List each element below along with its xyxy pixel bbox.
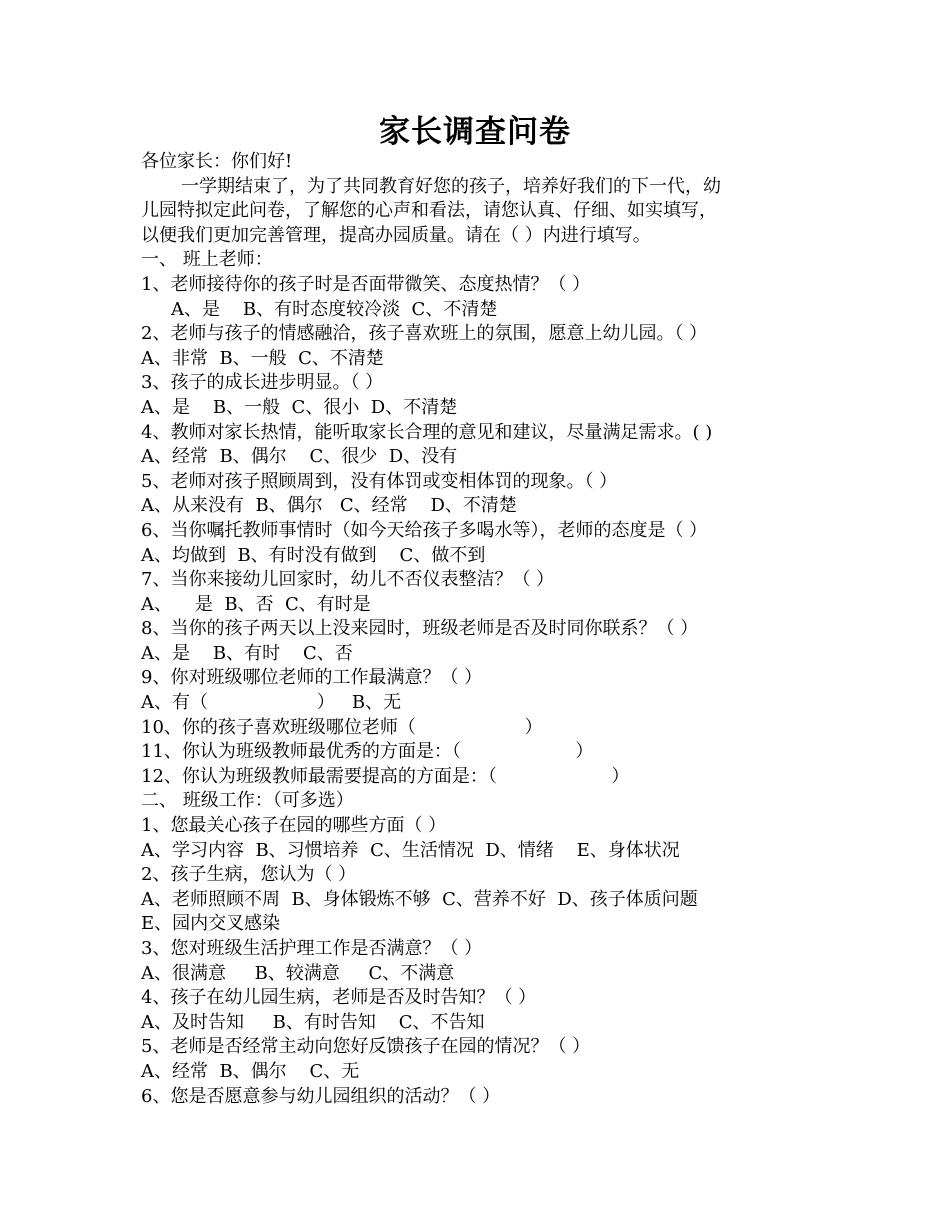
question: 2、老师与孩子的情感融洽，孩子喜欢班上的氛围，愿意上幼儿园。（ ） xyxy=(141,323,708,345)
question: 12、你认为班级教师最需要提高的方面是：（ ） xyxy=(141,765,630,787)
answer-options: A、 是 B、否 C、有时是 xyxy=(141,593,371,615)
answer-options: A、经常 B、偶尔 C、无 xyxy=(141,1060,360,1082)
question: 7、当你来接幼儿回家时，幼儿不否仪表整洁？（ ） xyxy=(141,569,555,591)
document-body xyxy=(141,150,821,1109)
question: 4、教师对家长热情，能听取家长合理的意见和建议，尽量满足需求。( ) xyxy=(141,421,713,443)
question: 1、老师接待你的孩子时是否面带微笑、态度热情？（ ） xyxy=(141,273,591,295)
greeting: 各位家长：你们好! xyxy=(141,151,293,172)
section-heading: 一、 班上老师： xyxy=(141,249,273,271)
answer-options: E、园内交叉感染 xyxy=(141,913,281,935)
question: 3、您对班级生活护理工作是否满意？（ ） xyxy=(141,938,483,959)
question: 10、你的孩子喜欢班级哪位老师（ ） xyxy=(141,716,543,738)
question: 6、当你嘱托教师事情时（如今天给孩子多喝水等），老师的态度是（ ） xyxy=(141,519,708,541)
intro-line: 儿园特拟定此问卷，了解您的心声和看法，请您认真、仔细、如实填写， xyxy=(141,200,717,222)
document-title: 家长调查问卷 xyxy=(379,114,571,150)
question: 5、老师是否经常主动向您好反馈孩子在园的情况？（ ） xyxy=(141,1036,591,1058)
answer-options: A、学习内容 B、习惯培养 C、生活情况 D、情绪 E、身体状况 xyxy=(141,839,680,861)
section-heading: 二、 班级工作：（可多选） xyxy=(141,790,354,812)
question: 4、孩子在幼儿园生病，老师是否及时告知？（ ） xyxy=(141,987,537,1009)
question: 9、你对班级哪位老师的工作最满意？（ ） xyxy=(141,667,483,689)
answer-options: A、有（ ） B、无 xyxy=(141,692,402,714)
answer-options: A、经常 B、偶尔 C、很少 D、没有 xyxy=(141,446,458,468)
answer-options: A、非常 B、一般 C、不清楚 xyxy=(141,347,384,369)
intro-line: 以便我们更加完善管理，提高办园质量。请在（ ）内进行填写。 xyxy=(141,224,651,246)
answer-options: A、老师照顾不周 B、身体锻炼不够 C、营养不好 D、孩子体质问题 xyxy=(141,888,698,910)
question: 8、当你的孩子两天以上没来园时，班级老师是否及时同你联系？（ ） xyxy=(141,618,699,640)
answer-options: A、是 B、有时态度较冷淡 C、不清楚 xyxy=(171,298,498,320)
intro-line: 一学期结束了，为了共同教育好您的孩子，培养好我们的下一代，幼 xyxy=(181,175,721,197)
question: 6、您是否愿意参与幼儿园组织的活动？（ ） xyxy=(141,1085,501,1107)
answer-options: A、均做到 B、有时没有做到 C、做不到 xyxy=(141,544,486,566)
answer-options: A、是 B、一般 C、很小 D、不清楚 xyxy=(141,396,458,418)
answer-options: A、从来没有 B、偶尔 C、经常 D、不清楚 xyxy=(141,495,517,517)
question: 1、您最关心孩子在园的哪些方面（ ） xyxy=(141,815,447,837)
question: 11、你认为班级教师最优秀的方面是：（ ） xyxy=(141,741,594,763)
answer-options: A、是 B、有时 C、否 xyxy=(141,642,353,664)
answer-options: A、很满意 B、较满意 C、不满意 xyxy=(141,962,455,984)
question: 2、孩子生病，您认为（ ） xyxy=(141,864,357,886)
question: 5、老师对孩子照顾周到，没有体罚或变相体罚的现象。（ ） xyxy=(141,470,618,492)
question: 3、孩子的成长进步明显。（ ） xyxy=(141,372,384,394)
answer-options: A、及时告知 B、有时告知 C、不告知 xyxy=(141,1011,485,1033)
